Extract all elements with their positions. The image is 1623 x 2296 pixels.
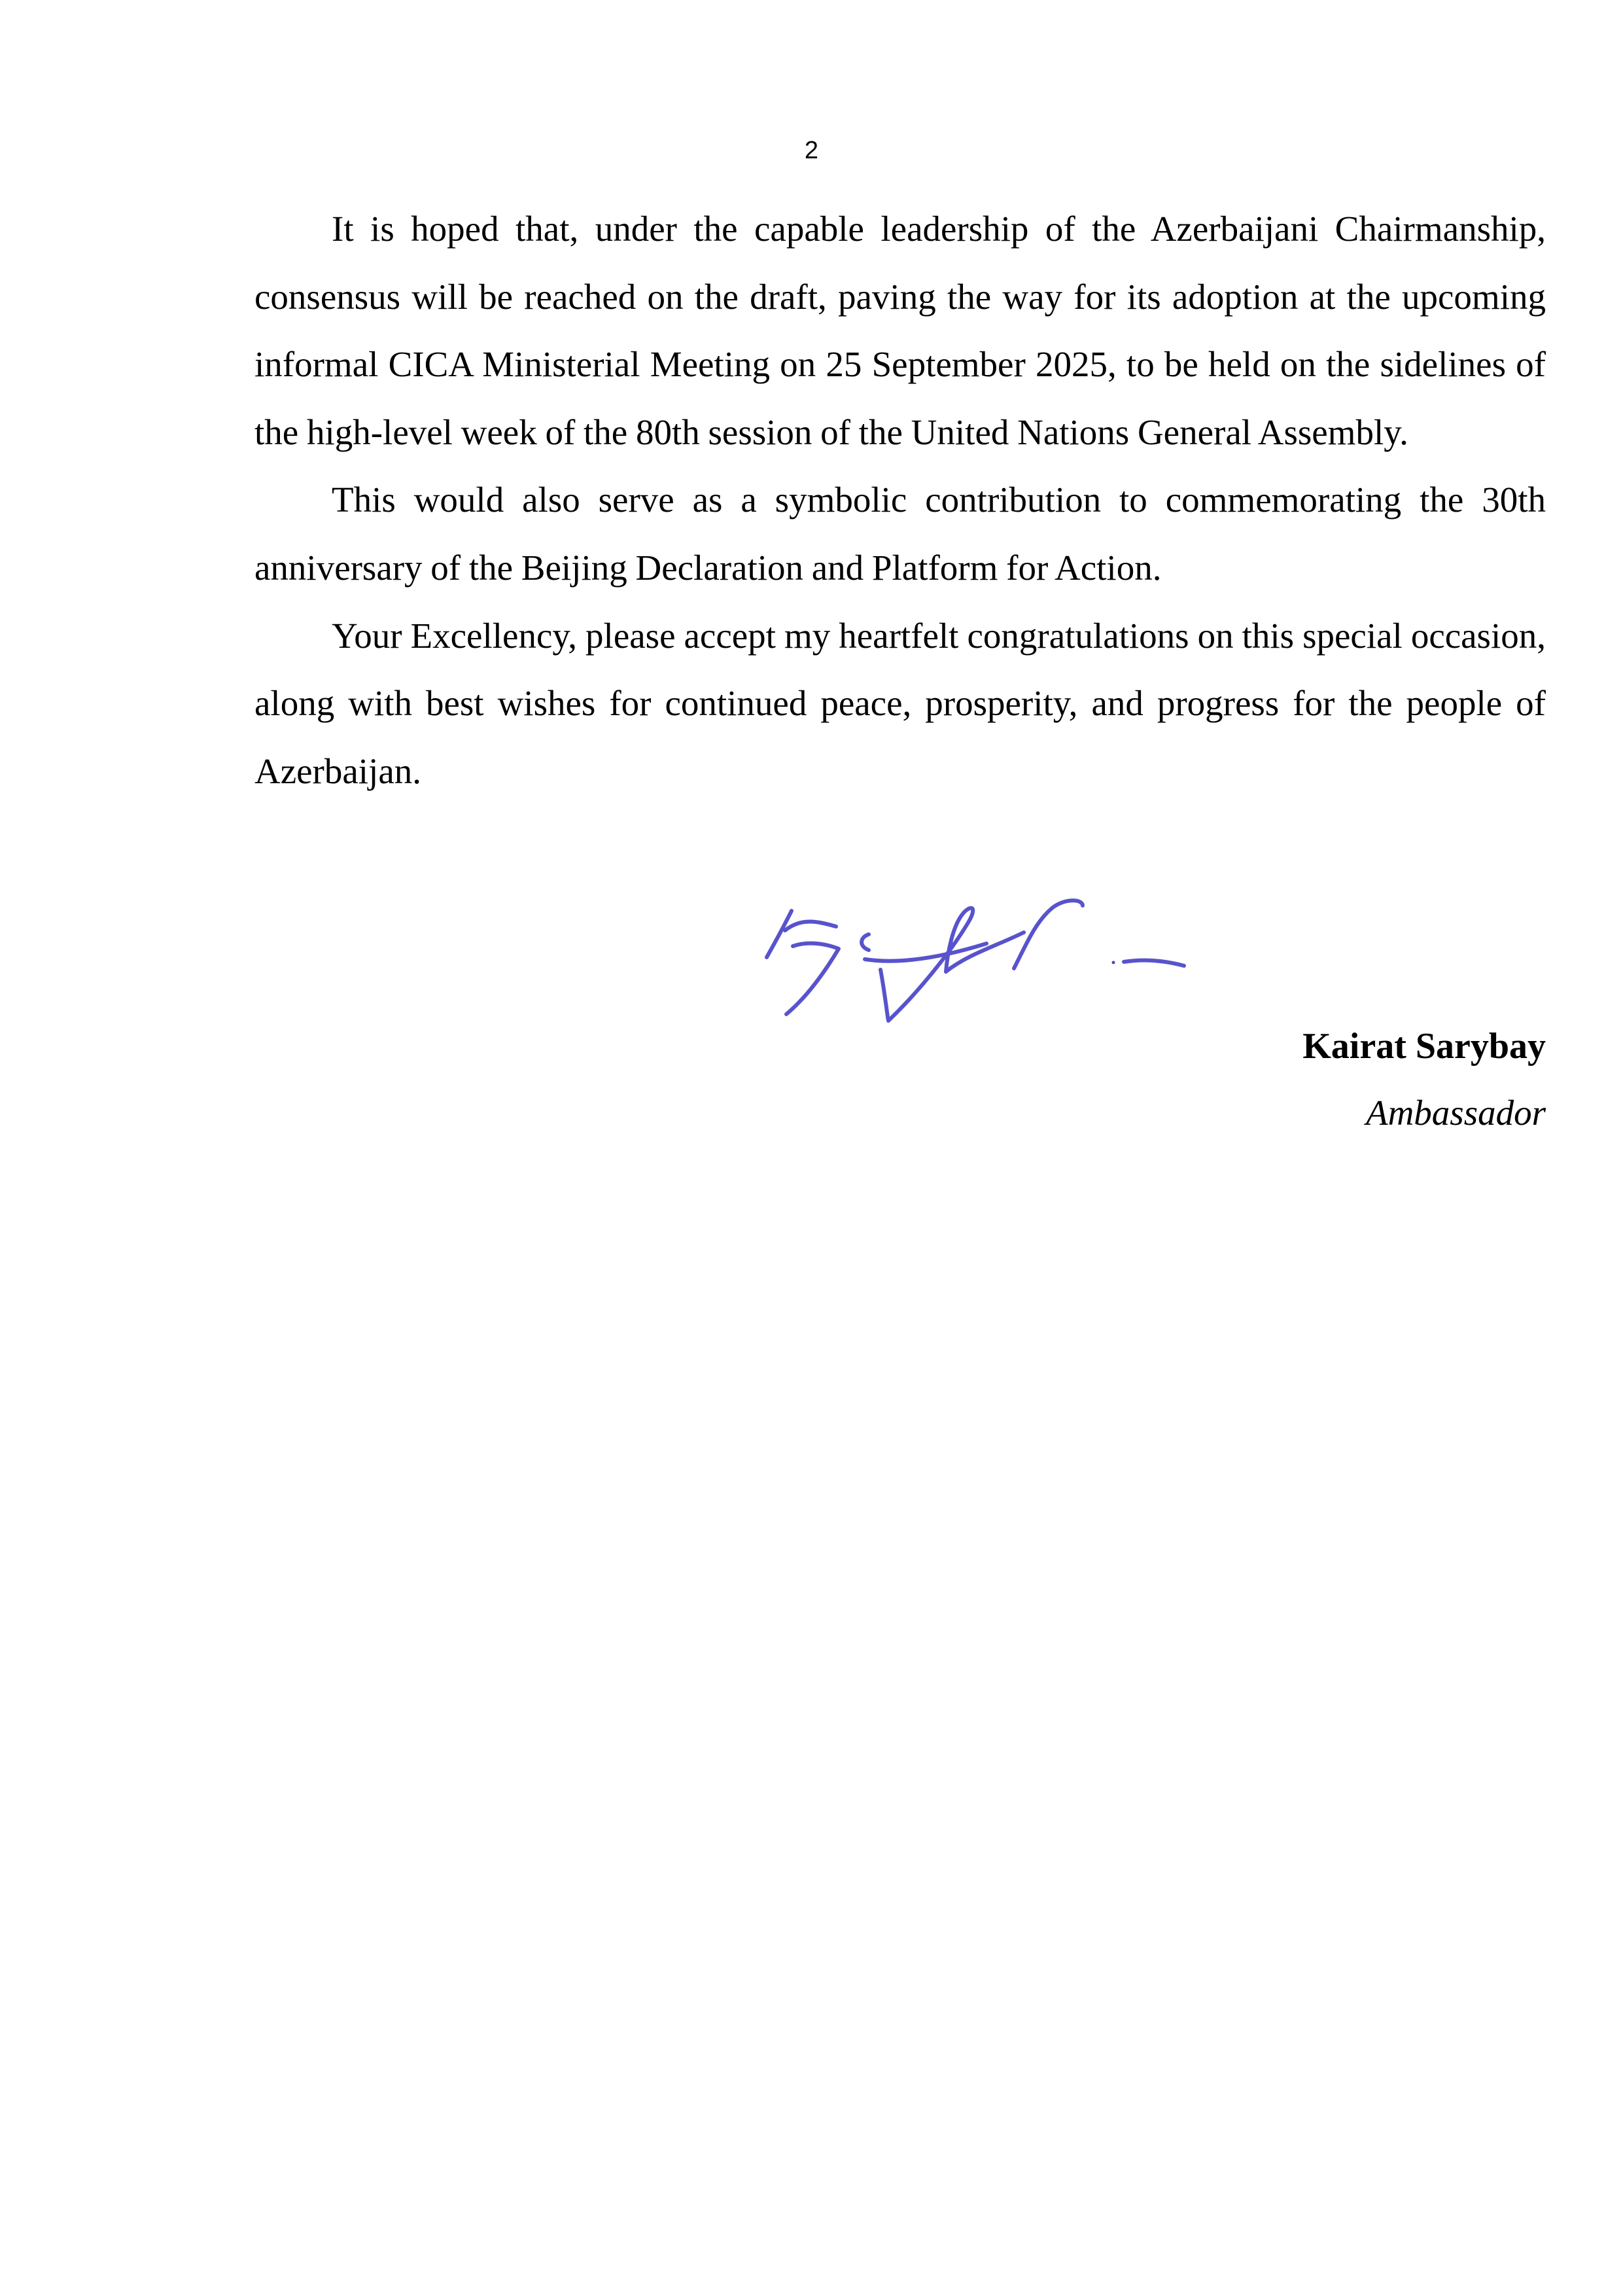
paragraph-beijing-declaration: This would also serve as a symbolic contribution to commemorating the 30th anniversary of the Beijing Declaration and Platform for Action. [254, 480, 1546, 588]
page-number: 2 [804, 137, 819, 164]
paragraph-congratulations: Your Excellency, please accept my heartfelt congratulations on this special occasion, along with best wishes for continued peace, prosperity, and progress for the people of Azerbaijan. [254, 615, 1546, 791]
letter-body [254, 195, 1546, 805]
signatory-name: Kairat Sarybay [1302, 1026, 1546, 1067]
handwritten-signature [752, 883, 1263, 1040]
signatory-block [1302, 1013, 1546, 1146]
paragraph-consensus: It is hoped that, under the capable leadership of the Azerbaijani Chairmanship, consensus will be reached on the draft, paving the way for its adoption at the upcoming informal CICA Ministerial Meeting on 25 September 2025, to be held on the sidelines of the high-level week of the 80th session of the United Nations General Assembly. [254, 209, 1546, 452]
signatory-title: Ambassador [1365, 1093, 1546, 1133]
